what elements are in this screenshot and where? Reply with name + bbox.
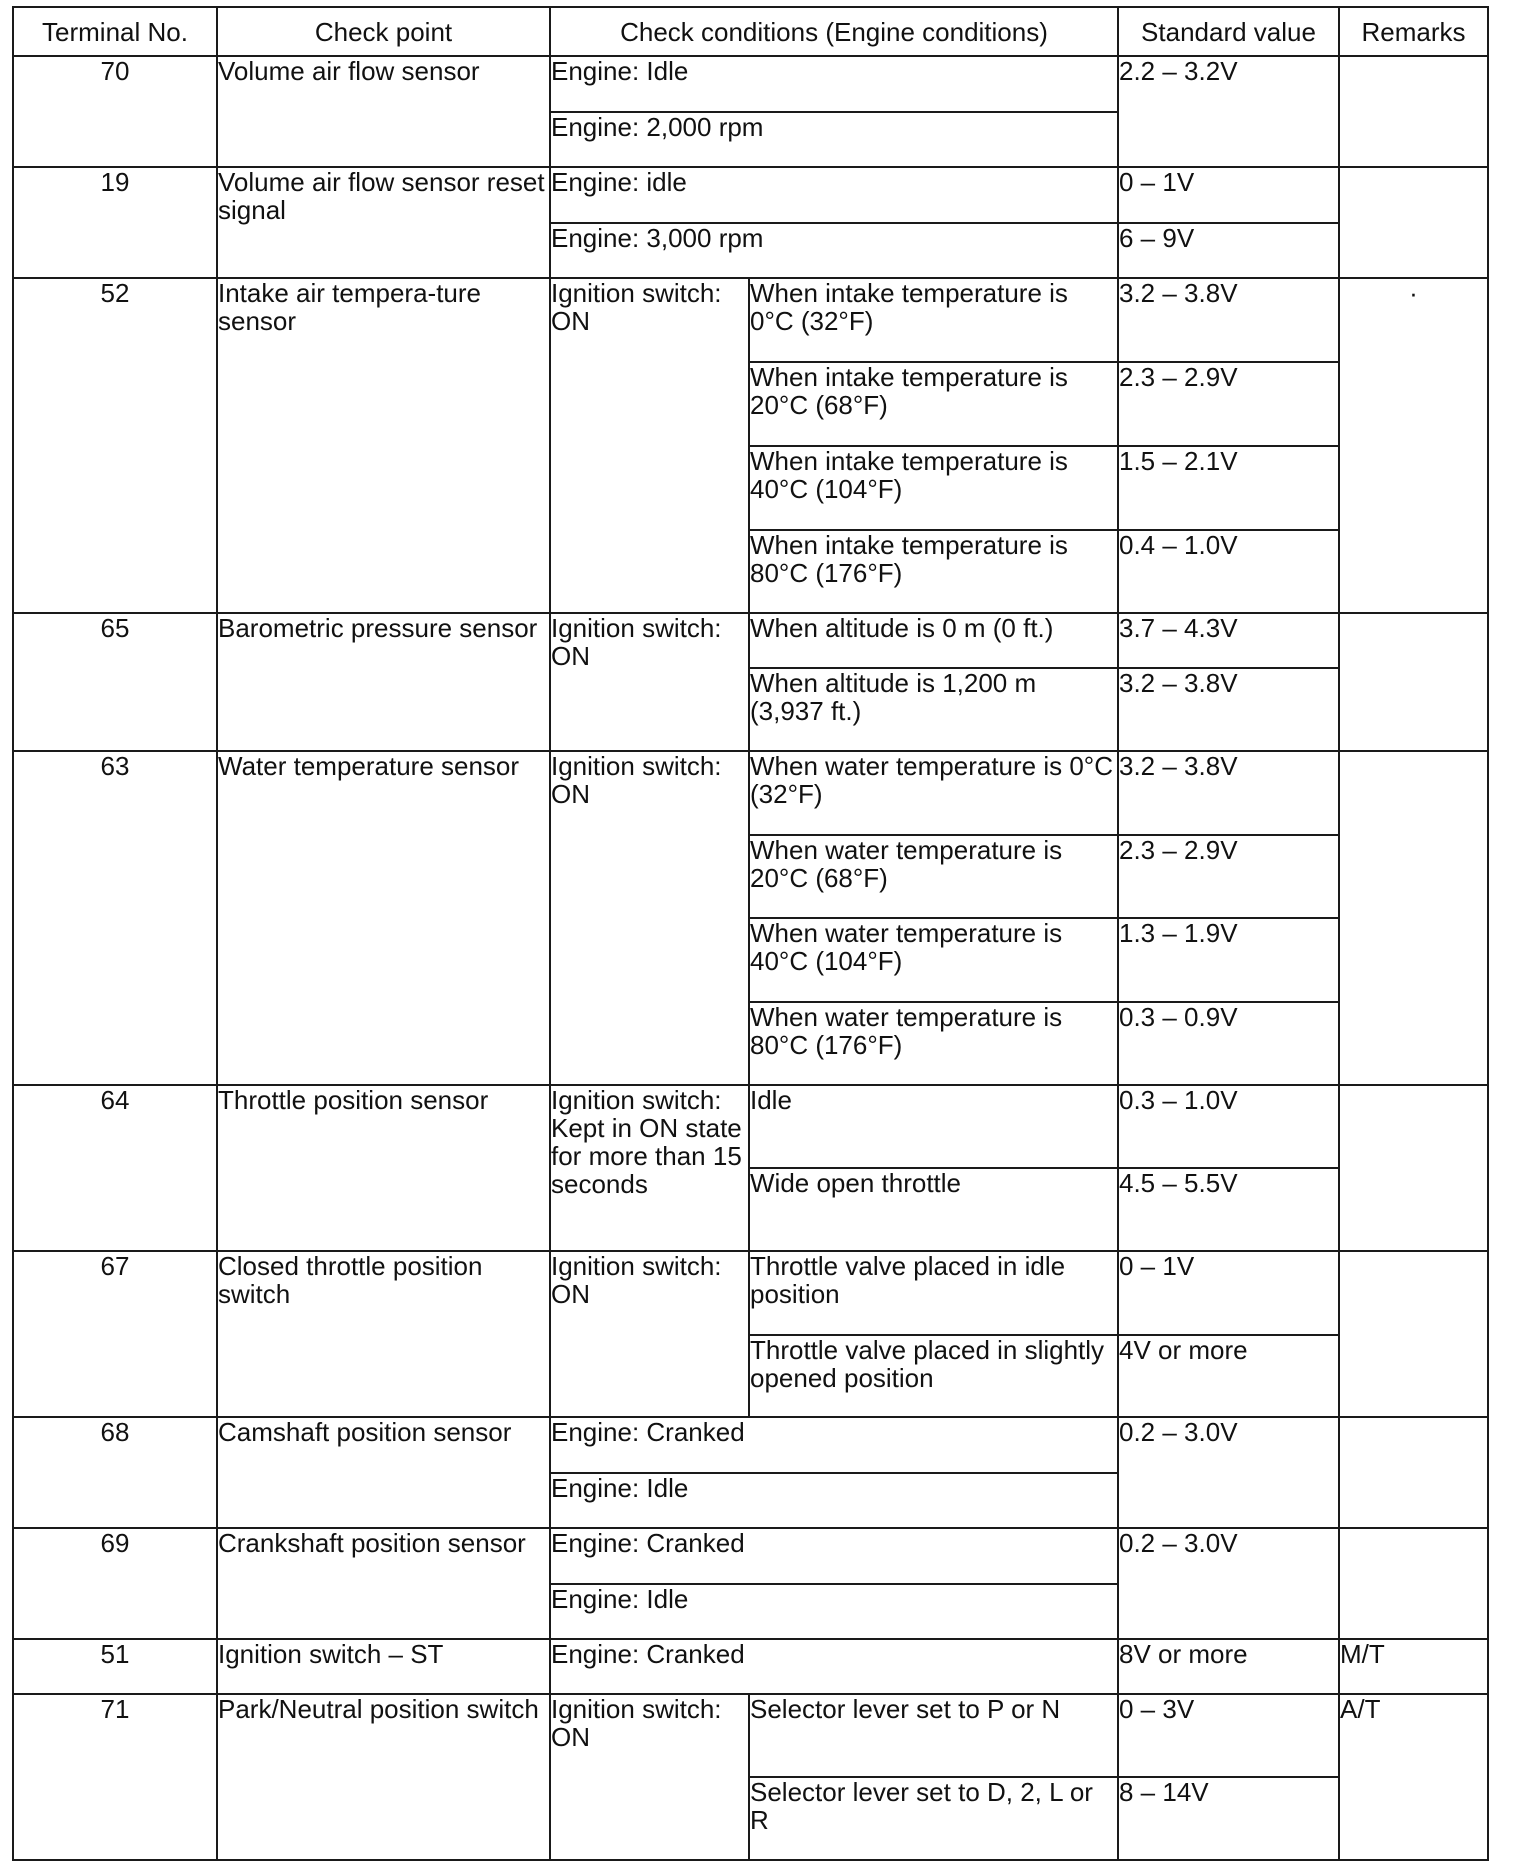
terminal-no: 65	[13, 613, 217, 751]
check-condition: Engine: Idle	[550, 56, 1118, 112]
table-row	[13, 1085, 1488, 1168]
remarks-cell	[1339, 1528, 1488, 1639]
sub-condition: When water temperature is 40°C (104°F)	[749, 918, 1118, 1002]
terminal-no: 71	[13, 1694, 217, 1860]
standard-value: 0.3 – 0.9V	[1118, 1002, 1339, 1085]
sub-condition: When water temperature is 0°C (32°F)	[749, 751, 1118, 835]
standard-value: 8V or more	[1118, 1639, 1339, 1694]
standard-value: 0 – 1V	[1118, 167, 1339, 223]
table-row	[13, 278, 1488, 362]
standard-value: 2.3 – 2.9V	[1118, 362, 1339, 446]
standard-value: 2.3 – 2.9V	[1118, 835, 1339, 918]
check-point: Park/Neutral position switch	[217, 1694, 550, 1860]
standard-value: 3.2 – 3.8V	[1118, 751, 1339, 835]
remarks-cell: ·	[1339, 278, 1488, 613]
sub-condition: Selector lever set to P or N	[749, 1694, 1118, 1777]
check-point: Ignition switch – ST	[217, 1639, 550, 1694]
sub-condition: Throttle valve placed in idle position	[749, 1251, 1118, 1335]
standard-value: 1.3 – 1.9V	[1118, 918, 1339, 1002]
table-row	[13, 1528, 1488, 1584]
sub-condition: Selector lever set to D, 2, L or R	[749, 1777, 1118, 1860]
standard-value: 0 – 3V	[1118, 1694, 1339, 1777]
standard-value: 4V or more	[1118, 1335, 1339, 1417]
terminal-no: 63	[13, 751, 217, 1085]
sub-condition: Throttle valve placed in slightly opened position	[749, 1335, 1118, 1417]
remarks-cell	[1339, 56, 1488, 167]
check-condition: Ignition switch: ON	[550, 1251, 749, 1417]
header-row	[13, 7, 1488, 56]
check-point: Volume air flow sensor reset signal	[217, 167, 550, 278]
standard-value: 3.7 – 4.3V	[1118, 613, 1339, 668]
header-terminal: Terminal No.	[13, 7, 217, 56]
standard-value: 4.5 – 5.5V	[1118, 1168, 1339, 1251]
terminal-no: 51	[13, 1639, 217, 1694]
terminal-no: 70	[13, 56, 217, 167]
check-condition: Engine: 2,000 rpm	[550, 112, 1118, 167]
sub-condition: When water temperature is 20°C (68°F)	[749, 835, 1118, 918]
standard-value: 0.2 – 3.0V	[1118, 1528, 1339, 1639]
terminal-no: 19	[13, 167, 217, 278]
sub-condition: Idle	[749, 1085, 1118, 1168]
remarks-cell: A/T	[1339, 1694, 1488, 1860]
table-row	[13, 56, 1488, 112]
header-remarks: Remarks	[1339, 7, 1488, 56]
check-condition: Engine: 3,000 rpm	[550, 223, 1118, 278]
remarks-cell	[1339, 751, 1488, 1085]
sub-condition: When intake temperature is 0°C (32°F)	[749, 278, 1118, 362]
standard-value: 1.5 – 2.1V	[1118, 446, 1339, 530]
check-condition: Ignition switch: ON	[550, 278, 749, 613]
check-condition: Engine: Idle	[550, 1473, 1118, 1528]
check-condition: Engine: Cranked	[550, 1639, 1118, 1694]
standard-value: 0.2 – 3.0V	[1118, 1417, 1339, 1528]
check-point: Barometric pressure sensor	[217, 613, 550, 751]
table-row	[13, 1251, 1488, 1335]
sub-condition: When altitude is 1,200 m (3,937 ft.)	[749, 668, 1118, 751]
check-condition: Engine: Idle	[550, 1584, 1118, 1639]
table-row	[13, 1694, 1488, 1777]
terminal-no: 68	[13, 1417, 217, 1528]
table-row	[13, 167, 1488, 223]
sub-condition: When altitude is 0 m (0 ft.)	[749, 613, 1118, 668]
sub-condition: When intake temperature is 40°C (104°F)	[749, 446, 1118, 530]
check-condition: Engine: Cranked	[550, 1528, 1118, 1584]
header-check-point: Check point	[217, 7, 550, 56]
check-condition: Ignition switch: ON	[550, 751, 749, 1085]
check-condition: Ignition switch: ON	[550, 613, 749, 751]
check-condition: Ignition switch: ON	[550, 1694, 749, 1860]
remarks-cell	[1339, 613, 1488, 751]
remarks-cell: M/T	[1339, 1639, 1488, 1694]
sub-condition: When water temperature is 80°C (176°F)	[749, 1002, 1118, 1085]
check-condition: Engine: idle	[550, 167, 1118, 223]
table-row	[13, 1639, 1488, 1694]
ecu-terminal-check-table	[12, 6, 1489, 1861]
check-point: Water temperature sensor	[217, 751, 550, 1085]
remarks-cell	[1339, 167, 1488, 278]
header-standard-value: Standard value	[1118, 7, 1339, 56]
standard-value: 0 – 1V	[1118, 1251, 1339, 1335]
standard-value: 3.2 – 3.8V	[1118, 278, 1339, 362]
check-point: Camshaft position sensor	[217, 1417, 550, 1528]
remarks-cell	[1339, 1417, 1488, 1528]
check-condition: Ignition switch: Kept in ON state for more than 15 seconds	[550, 1085, 749, 1251]
standard-value: 6 – 9V	[1118, 223, 1339, 278]
standard-value: 8 – 14V	[1118, 1777, 1339, 1860]
terminal-no: 67	[13, 1251, 217, 1417]
header-conditions: Check conditions (Engine conditions)	[550, 7, 1118, 56]
standard-value: 0.4 – 1.0V	[1118, 530, 1339, 613]
standard-value: 0.3 – 1.0V	[1118, 1085, 1339, 1168]
check-point: Volume air flow sensor	[217, 56, 550, 167]
standard-value: 3.2 – 3.8V	[1118, 668, 1339, 751]
terminal-no: 64	[13, 1085, 217, 1251]
check-condition: Engine: Cranked	[550, 1417, 1118, 1473]
table-row	[13, 1417, 1488, 1473]
check-point: Throttle position sensor	[217, 1085, 550, 1251]
check-point: Closed throttle position switch	[217, 1251, 550, 1417]
sub-condition: When intake temperature is 80°C (176°F)	[749, 530, 1118, 613]
check-point: Crankshaft position sensor	[217, 1528, 550, 1639]
terminal-no: 69	[13, 1528, 217, 1639]
standard-value: 2.2 – 3.2V	[1118, 56, 1339, 167]
remarks-cell	[1339, 1251, 1488, 1417]
terminal-no: 52	[13, 278, 217, 613]
sub-condition: Wide open throttle	[749, 1168, 1118, 1251]
remarks-cell	[1339, 1085, 1488, 1251]
table-row	[13, 613, 1488, 668]
check-point: Intake air tempera-ture sensor	[217, 278, 550, 613]
sub-condition: When intake temperature is 20°C (68°F)	[749, 362, 1118, 446]
table-row	[13, 751, 1488, 835]
